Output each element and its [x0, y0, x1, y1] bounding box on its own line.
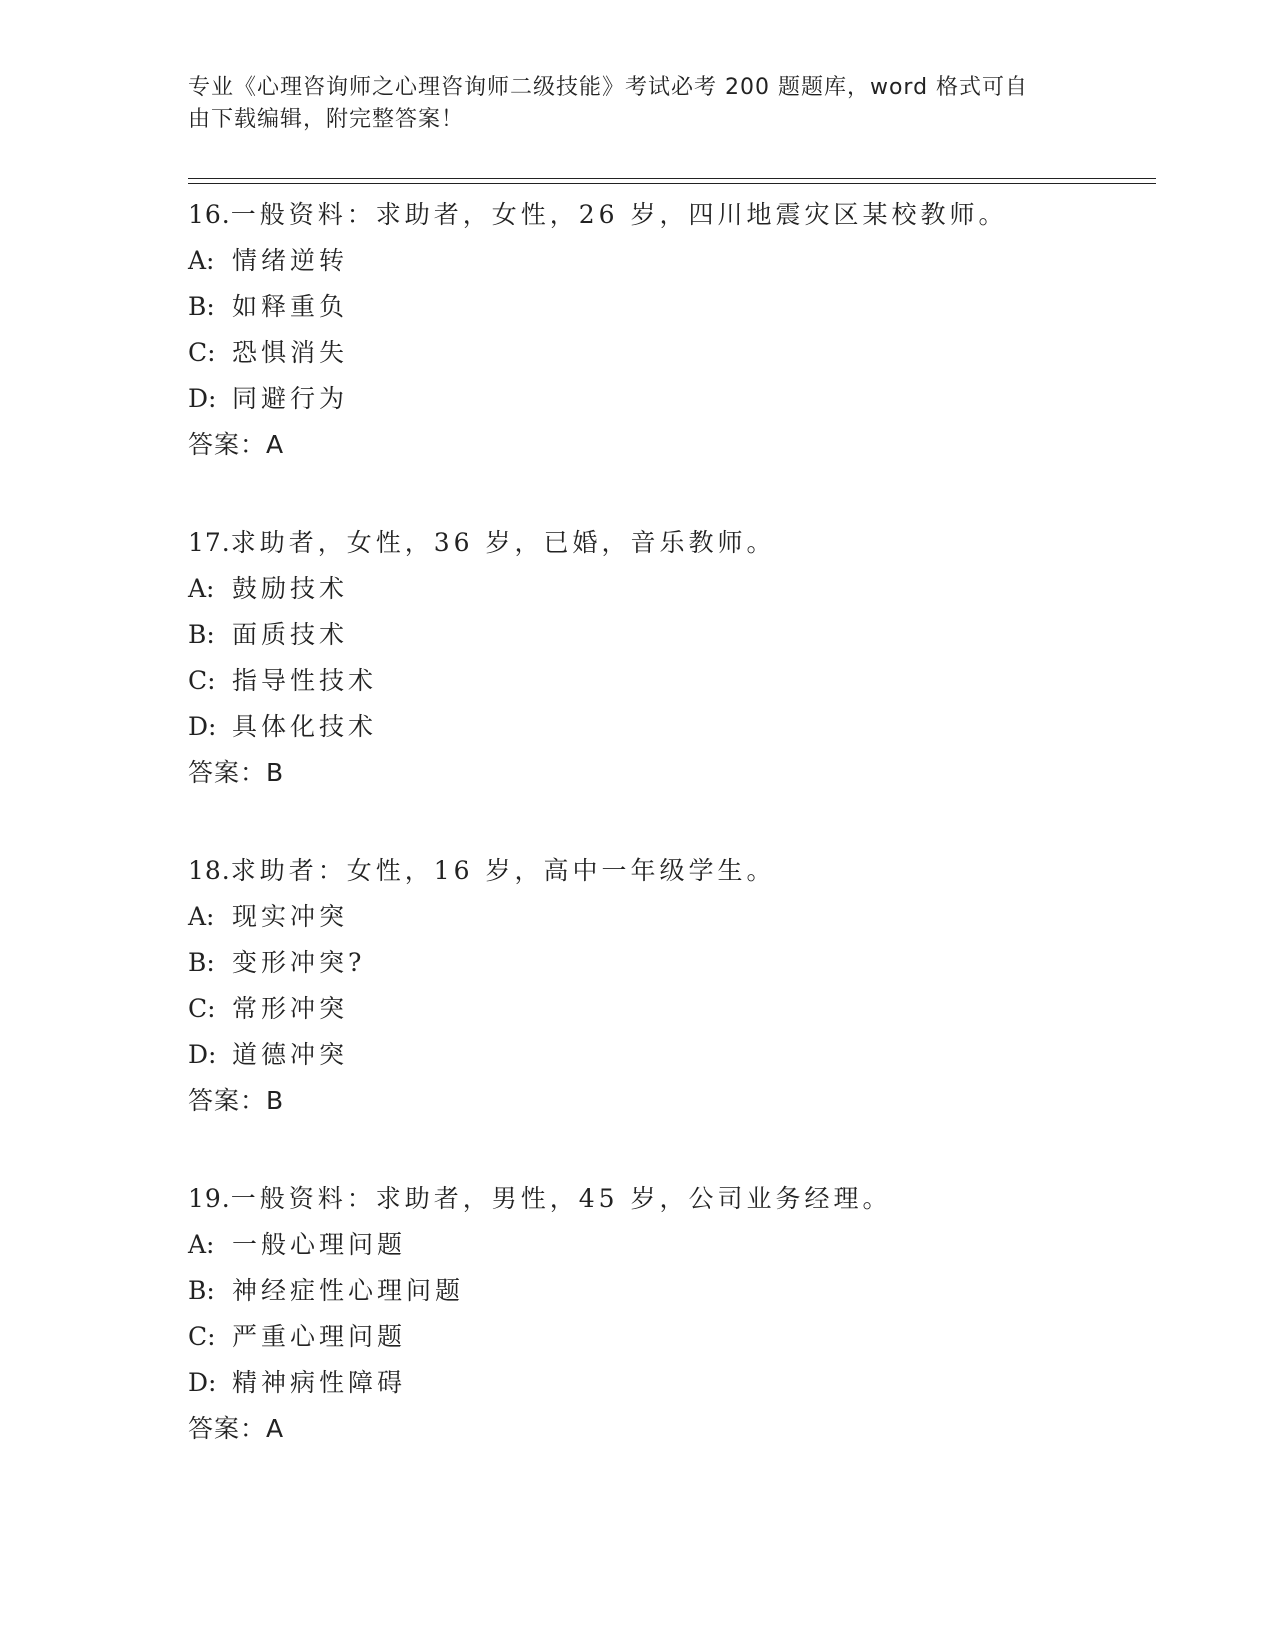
- option-b: [188, 940, 1156, 986]
- option-text: 一般心理问题: [232, 1230, 407, 1259]
- question-stem: [188, 848, 1156, 894]
- answer-value: B: [266, 758, 284, 787]
- answer-label: 答案：: [188, 758, 267, 787]
- question-16: [188, 192, 1156, 468]
- question-17: [188, 520, 1156, 796]
- option-text: 常形冲突: [232, 994, 349, 1023]
- question-text: 一般资料：求助者，男性，45 岁，公司业务经理。: [230, 1184, 892, 1213]
- option-text: 严重心理问题: [232, 1322, 407, 1351]
- option-c: [188, 986, 1156, 1032]
- question-stem: [188, 520, 1156, 566]
- question-stem: [188, 1176, 1156, 1222]
- option-a: [188, 894, 1156, 940]
- option-d: [188, 1032, 1156, 1078]
- option-a: [188, 566, 1156, 612]
- question-18: [188, 848, 1156, 1124]
- option-text: 神经症性心理问题: [232, 1276, 465, 1305]
- option-text: 变形冲突?: [232, 948, 366, 977]
- question-list: [188, 192, 1156, 1504]
- question-number: 17.: [188, 528, 231, 557]
- option-text: 如释重负: [232, 292, 349, 321]
- option-text: 同避行为: [232, 384, 349, 413]
- option-b: [188, 284, 1156, 330]
- option-key: B:: [188, 1276, 215, 1305]
- question-text: 求助者，女性，36 岁，已婚，音乐教师。: [230, 528, 776, 557]
- option-key: B:: [188, 948, 215, 977]
- header-line-2: 由下载编辑，附完整答案！: [188, 107, 465, 132]
- option-key: C:: [188, 1322, 216, 1351]
- option-key: D:: [188, 1368, 217, 1397]
- option-c: [188, 658, 1156, 704]
- option-key: D:: [188, 384, 217, 413]
- option-text: 恐惧消失: [232, 338, 349, 367]
- option-text: 面质技术: [232, 620, 349, 649]
- option-key: A:: [188, 246, 215, 275]
- answer-line: [188, 1078, 1156, 1124]
- option-d: [188, 376, 1156, 422]
- header-line-1: 专业《心理咨询师之心理咨询师二级技能》考试必考 200 题题库，word 格式可自: [188, 75, 1029, 100]
- option-key: D:: [188, 1040, 217, 1069]
- option-key: D:: [188, 712, 217, 741]
- answer-value: A: [266, 1414, 284, 1443]
- option-text: 鼓励技术: [232, 574, 349, 603]
- answer-line: [188, 422, 1156, 468]
- question-number: 19.: [188, 1184, 231, 1213]
- option-text: 道德冲突: [232, 1040, 349, 1069]
- option-a: [188, 238, 1156, 284]
- answer-value: B: [266, 1086, 284, 1115]
- option-key: A:: [188, 574, 215, 603]
- answer-line: [188, 750, 1156, 796]
- option-d: [188, 704, 1156, 750]
- option-key: B:: [188, 620, 215, 649]
- option-text: 指导性技术: [232, 666, 378, 695]
- option-b: [188, 1268, 1156, 1314]
- answer-line: [188, 1406, 1156, 1452]
- question-number: 18.: [188, 856, 231, 885]
- answer-value: A: [266, 430, 284, 459]
- option-key: C:: [188, 666, 216, 695]
- header-divider-top: [188, 178, 1156, 179]
- option-c: [188, 330, 1156, 376]
- question-text: 求助者：女性，16 岁，高中一年级学生。: [230, 856, 776, 885]
- question-19: [188, 1176, 1156, 1452]
- option-b: [188, 612, 1156, 658]
- question-number: 16.: [188, 200, 231, 229]
- option-key: C:: [188, 994, 216, 1023]
- option-key: B:: [188, 292, 215, 321]
- option-text: 情绪逆转: [232, 246, 349, 275]
- header-divider-bottom: [188, 183, 1156, 184]
- answer-label: 答案：: [188, 1414, 267, 1443]
- question-text: 一般资料：求助者，女性，26 岁，四川地震灾区某校教师。: [230, 200, 1008, 229]
- answer-label: 答案：: [188, 430, 267, 459]
- option-text: 现实冲突: [232, 902, 349, 931]
- option-key: A:: [188, 1230, 215, 1259]
- option-key: A:: [188, 902, 215, 931]
- document-header: [188, 72, 1088, 136]
- option-text: 精神病性障碍: [232, 1368, 407, 1397]
- option-text: 具体化技术: [232, 712, 378, 741]
- question-stem: [188, 192, 1156, 238]
- option-c: [188, 1314, 1156, 1360]
- option-a: [188, 1222, 1156, 1268]
- answer-label: 答案：: [188, 1086, 267, 1115]
- option-d: [188, 1360, 1156, 1406]
- option-key: C:: [188, 338, 216, 367]
